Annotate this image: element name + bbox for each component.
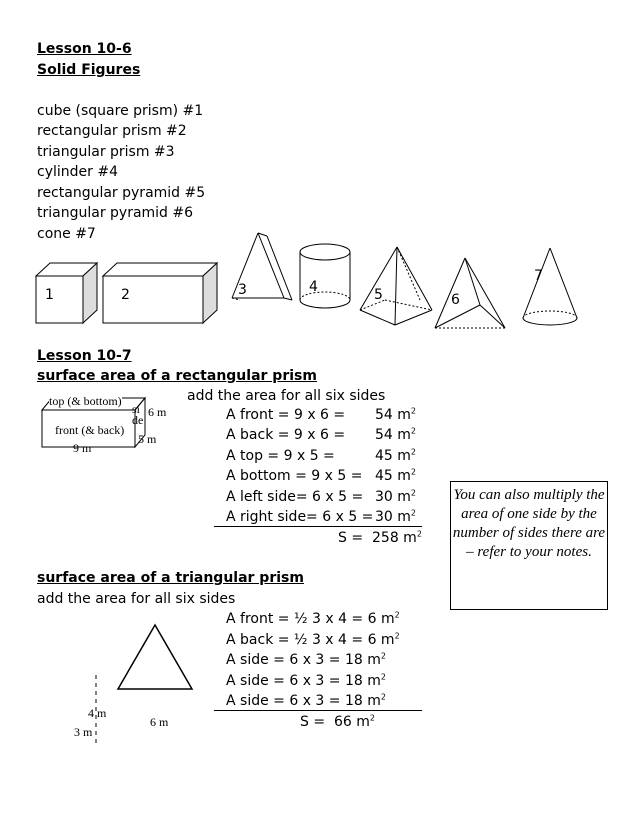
tri-calc-row: A side = 6 x 3 = 18 $m^2$ [226, 672, 386, 689]
rect-total-label: S = [338, 530, 364, 546]
tri-calc-row: A front = ½ 3 x 4 = 6 $m^2$ [226, 610, 400, 627]
calc-row-label: A left side= 6 x 5 = [226, 489, 364, 505]
tri-total-label: S = [300, 714, 326, 730]
rect-depth-label: 5 m [138, 432, 157, 446]
calc-row-label: A bottom = 9 x 5 = [226, 468, 363, 484]
tri-calc-row: A side = 6 x 3 = 18 $m^2$ [226, 692, 386, 709]
shape-number-3: 3 [238, 282, 247, 298]
rect-top-label: top (& bottom) [49, 394, 122, 408]
shape-number-5: 5 [374, 287, 383, 303]
calc-row-value: 54 $m^2$ [375, 406, 416, 423]
calc-row-label: A front = 9 x 6 = [226, 407, 346, 423]
tri-length-label: 6 m [150, 715, 169, 729]
figure-list-item: cylinder #4 [37, 164, 118, 180]
tri-calc-row: A back = ½ 3 x 4 = 6 $m^2$ [226, 631, 400, 648]
solid-figures-subtitle: Solid Figures [37, 62, 141, 78]
lesson-10-7-title: Lesson 10-7 [37, 348, 132, 364]
tri-height-label: 4 m [88, 706, 107, 720]
tri-base-label: 3 m [74, 725, 93, 739]
tri-total-value: 66 $m^2$ [334, 713, 375, 730]
calc-row-label: A back = 9 x 6 = [226, 427, 346, 443]
figure-list-item: triangular prism #3 [37, 144, 175, 160]
tri-calc-row: A side = 6 x 3 = 18 $m^2$ [226, 651, 386, 668]
tri-sum-line [214, 710, 422, 711]
rect-prism-heading: surface area of a rectangular prism [37, 368, 317, 384]
shape-number-7: 7 [534, 268, 543, 284]
shape-number-4: 4 [309, 279, 318, 295]
calc-row-value: 30 $m^2$ [375, 508, 416, 525]
tri-prism-instruction: add the area for all six sides [37, 591, 236, 607]
rect-front-label: front (& back) [55, 423, 125, 437]
figure-list-item: cube (square prism) #1 [37, 103, 204, 119]
rect-side-label: de [132, 413, 144, 427]
calc-row-value: 30 $m^2$ [375, 488, 416, 505]
note-box: You can also multiply the area of one side by the number of sides there are – refer to your notes. [450, 481, 608, 610]
rect-side-label: si [132, 402, 141, 416]
figure-list-item: rectangular pyramid #5 [37, 185, 206, 201]
rect-total-value: 258 $m^2$ [372, 529, 422, 546]
figure-list-item: triangular pyramid #6 [37, 205, 194, 221]
calc-row-value: 54 $m^2$ [375, 426, 416, 443]
tri-prism-heading: surface area of a triangular prism [37, 570, 304, 586]
calc-row-value: 45 $m^2$ [375, 447, 416, 464]
calc-row-label: A top = 9 x 5 = [226, 448, 335, 464]
shape-number-1: 1 [45, 287, 54, 303]
figure-list-item: rectangular prism #2 [37, 123, 187, 139]
shape-number-6: 6 [451, 292, 460, 308]
calc-row-value: 45 $m^2$ [375, 467, 416, 484]
lesson-10-6-title: Lesson 10-6 [37, 41, 132, 57]
calc-row-label: A right side= 6 x 5 = [226, 509, 374, 525]
rect-width-label: 9 m [73, 441, 92, 455]
rect-prism-instruction: add the area for all six sides [187, 388, 386, 404]
rect-height-label: 6 m [148, 405, 167, 419]
shape-number-2: 2 [121, 287, 130, 303]
figure-list-item: cone #7 [37, 226, 96, 242]
